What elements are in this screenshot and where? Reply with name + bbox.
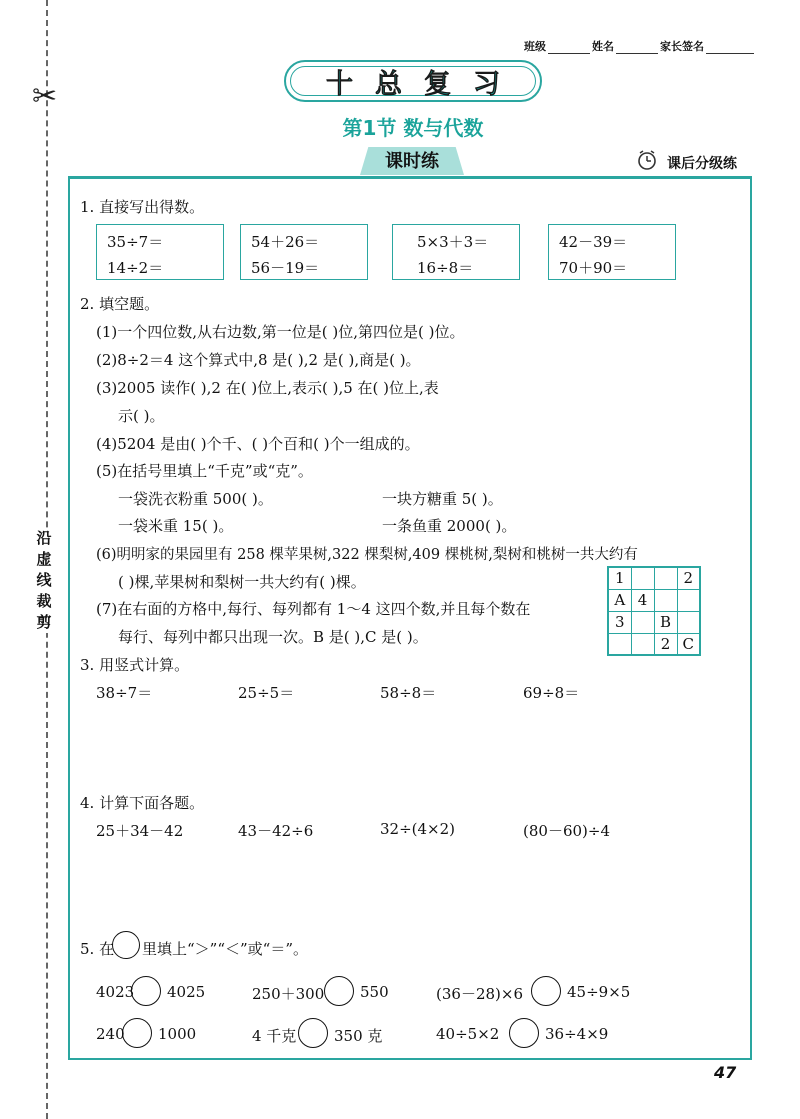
compare-right: 45÷9×5 <box>567 983 631 1001</box>
chapter-title: 十总复习 <box>326 68 522 100</box>
arith-box <box>240 224 368 280</box>
grade-practice-label: 课后分级练 <box>667 156 737 172</box>
grid-cell <box>654 589 677 611</box>
lesson-practice-tab <box>360 147 464 175</box>
q3-item: 25÷5＝ <box>238 684 295 702</box>
q2-line: (5)在括号里填上“千克”或“克”。 <box>96 462 313 480</box>
grid-cell <box>654 567 677 589</box>
parent-signature-blank[interactable] <box>706 43 754 54</box>
q2-line: (4)5204 是由( )个千、( )个百和( )个一组成的。 <box>96 435 420 453</box>
grid-cell: B <box>654 611 677 633</box>
compare-left: 240 <box>96 1025 125 1043</box>
grid-cell: 2 <box>654 633 677 655</box>
class-blank[interactable] <box>548 43 590 54</box>
q2-title: 2. 填空题。 <box>80 295 160 313</box>
page-number: 47 <box>714 1063 737 1082</box>
compare-right: 550 <box>360 983 389 1001</box>
q2-line: 示( )。 <box>118 407 165 425</box>
arith-box <box>392 224 520 280</box>
scissors-icon: ✂ <box>32 79 58 114</box>
class-label: 班级 <box>524 40 546 53</box>
q2-line: (7)在右面的方格中,每行、每列都有 1～4 这四个数,并且每个数在 <box>96 600 531 618</box>
q4-title: 4. 计算下面各题。 <box>80 794 205 812</box>
q2-line: (6)明明家的果园里有 258 棵苹果树,322 棵梨树,409 棵桃树,梨树和桃树一共大约有 <box>96 547 638 563</box>
grid-cell <box>677 589 700 611</box>
q4-item: 32÷(4×2) <box>380 820 456 838</box>
arith-item: 70＋90＝ <box>559 259 628 277</box>
arith-item: 16÷8＝ <box>417 259 474 277</box>
student-info <box>524 38 754 54</box>
q3-item: 38÷7＝ <box>96 684 153 702</box>
arith-item: 5×3＋3＝ <box>417 233 489 251</box>
cut-char: 虚 <box>36 550 52 568</box>
compare-left: 40÷5×2 <box>436 1025 500 1043</box>
sudoku-grid <box>607 566 701 656</box>
parent-signature-label: 家长签名 <box>660 40 704 53</box>
q4-item: 25＋34－42 <box>96 822 184 840</box>
chapter-title-box <box>284 60 542 102</box>
q2-line: ( )棵,苹果树和梨树一共大约有( )棵。 <box>118 573 366 591</box>
grid-cell <box>631 633 654 655</box>
arith-item: 54＋26＝ <box>251 233 320 251</box>
q2-line: 一块方糖重 5( )。 <box>382 490 503 508</box>
compare-right: 4025 <box>167 983 206 1001</box>
q2-line: (2)8÷2＝4 这个算式中,8 是( ),2 是( ),商是( )。 <box>96 351 421 369</box>
grid-cell: 2 <box>677 567 700 589</box>
cut-instruction <box>29 528 59 633</box>
grid-cell: A <box>608 589 631 611</box>
q2-line: (1)一个四位数,从右边数,第一位是( )位,第四位是( )位。 <box>96 323 465 341</box>
q2-line: 一袋洗衣粉重 500( )。 <box>118 490 273 508</box>
grid-cell <box>631 567 654 589</box>
arith-item: 35÷7＝ <box>107 233 164 251</box>
arith-item: 56－19＝ <box>251 259 320 277</box>
grid-cell: 1 <box>608 567 631 589</box>
cut-char: 裁 <box>36 592 52 610</box>
compare-circle[interactable] <box>324 976 354 1006</box>
q2-line: 一条鱼重 2000( )。 <box>382 517 517 535</box>
compare-right: 1000 <box>158 1025 197 1043</box>
clock-icon <box>636 149 658 171</box>
compare-left: 4 千克 <box>252 1027 297 1045</box>
q3-item: 69÷8＝ <box>523 684 580 702</box>
compare-circle-sample <box>112 931 140 959</box>
q4-item: 43－42÷6 <box>238 822 314 840</box>
compare-right: 350 克 <box>334 1027 383 1045</box>
compare-circle[interactable] <box>298 1018 328 1048</box>
q3-item: 58÷8＝ <box>380 684 437 702</box>
compare-circle[interactable] <box>531 976 561 1006</box>
q2-line: 每行、每列中都只出现一次。B 是( ),C 是( )。 <box>118 628 428 646</box>
lesson-practice-label: 课时练 <box>385 151 439 172</box>
arith-item: 42－39＝ <box>559 233 628 251</box>
compare-left: (36－28)×6 <box>436 985 523 1003</box>
grid-cell <box>631 611 654 633</box>
name-blank[interactable] <box>616 43 658 54</box>
compare-left: 4023 <box>96 983 135 1001</box>
grid-cell <box>608 633 631 655</box>
q2-line: 一袋米重 15( )。 <box>118 517 234 535</box>
arith-box <box>96 224 224 280</box>
grid-cell: 4 <box>631 589 654 611</box>
name-label: 姓名 <box>592 40 614 53</box>
grid-cell <box>677 611 700 633</box>
grid-cell: C <box>677 633 700 655</box>
cut-char: 剪 <box>36 613 52 631</box>
q1-title: 1. 直接写出得数。 <box>80 198 205 216</box>
q5-title-post: 里填上“＞”“＜”或“＝”。 <box>142 940 309 958</box>
compare-circle[interactable] <box>122 1018 152 1048</box>
compare-circle[interactable] <box>131 976 161 1006</box>
q2-line: (3)2005 读作( ),2 在( )位上,表示( ),5 在( )位上,表 <box>96 379 439 397</box>
q5-title-pre: 5. 在 <box>80 940 115 958</box>
compare-circle[interactable] <box>509 1018 539 1048</box>
cut-char: 沿 <box>36 529 52 547</box>
compare-right: 36÷4×9 <box>545 1025 609 1043</box>
grid-cell: 3 <box>608 611 631 633</box>
q4-item: (80－60)÷4 <box>523 822 610 840</box>
compare-left: 250＋300 <box>252 985 325 1003</box>
arith-box <box>548 224 676 280</box>
q3-title: 3. 用竖式计算。 <box>80 656 190 674</box>
section-title: 第1节 数与代数 <box>342 116 484 140</box>
cut-char: 线 <box>36 571 52 589</box>
arith-item: 14÷2＝ <box>107 259 164 277</box>
